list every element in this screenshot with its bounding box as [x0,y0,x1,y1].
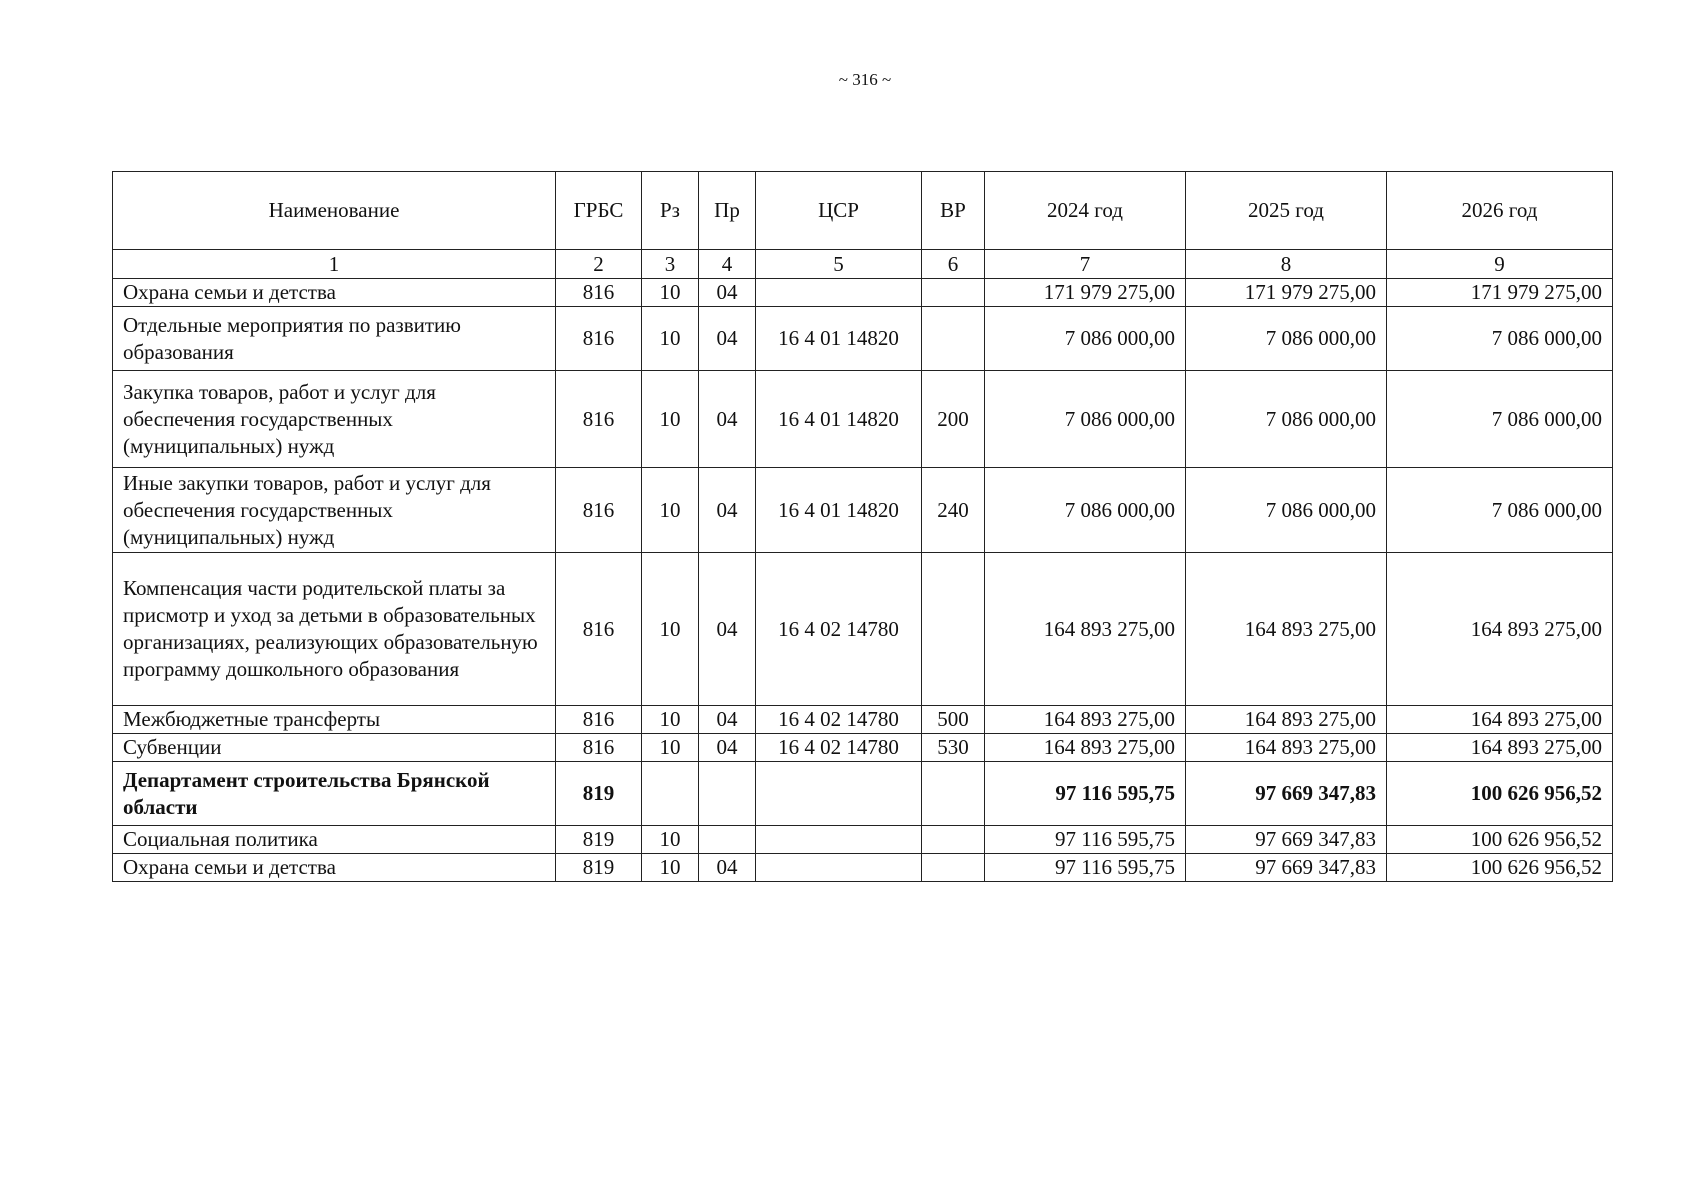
header-rz: Рз [642,172,699,250]
row-2026: 171 979 275,00 [1387,279,1613,307]
row-2026: 7 086 000,00 [1387,371,1613,468]
column-number: 6 [922,250,985,279]
row-2024: 97 116 595,75 [985,854,1186,882]
row-csr: 16 4 01 14820 [756,307,922,371]
table-row [113,307,1613,371]
row-name: Департамент строительства Брянской области [113,762,556,826]
row-grbs: 816 [556,279,642,307]
page-number: ~ 316 ~ [838,70,892,89]
row-rz [642,762,699,826]
row-csr: 16 4 02 14780 [756,553,922,706]
column-number: 1 [113,250,556,279]
row-grbs: 816 [556,734,642,762]
row-grbs: 819 [556,762,642,826]
row-2025: 171 979 275,00 [1186,279,1387,307]
row-pr [699,762,756,826]
row-2025: 7 086 000,00 [1186,307,1387,371]
table-row [113,734,1613,762]
row-2024: 97 116 595,75 [985,826,1186,854]
table-row [113,762,1613,826]
row-2024: 164 893 275,00 [985,706,1186,734]
row-pr: 04 [699,734,756,762]
table-row [113,826,1613,854]
column-number: 4 [699,250,756,279]
row-2026: 7 086 000,00 [1387,307,1613,371]
row-2024: 7 086 000,00 [985,468,1186,553]
row-vr [922,762,985,826]
row-grbs: 816 [556,706,642,734]
header-vr: ВР [922,172,985,250]
header-name: Наименование [113,172,556,250]
row-pr: 04 [699,371,756,468]
column-number: 7 [985,250,1186,279]
row-pr: 04 [699,468,756,553]
row-rz: 10 [642,307,699,371]
row-2026: 100 626 956,52 [1387,854,1613,882]
row-rz: 10 [642,706,699,734]
row-vr [922,826,985,854]
row-2024: 97 116 595,75 [985,762,1186,826]
budget-table [112,171,1613,882]
row-2024: 7 086 000,00 [985,307,1186,371]
row-name: Охрана семьи и детства [113,854,556,882]
row-csr: 16 4 01 14820 [756,371,922,468]
row-rz: 10 [642,553,699,706]
row-2026: 164 893 275,00 [1387,734,1613,762]
row-grbs: 819 [556,854,642,882]
row-csr [756,854,922,882]
header-grbs: ГРБС [556,172,642,250]
row-vr [922,279,985,307]
row-2024: 7 086 000,00 [985,371,1186,468]
row-pr: 04 [699,279,756,307]
row-name: Межбюджетные трансферты [113,706,556,734]
row-2025: 164 893 275,00 [1186,734,1387,762]
column-number: 3 [642,250,699,279]
table-row [113,706,1613,734]
row-2025: 164 893 275,00 [1186,553,1387,706]
row-grbs: 816 [556,371,642,468]
row-csr [756,762,922,826]
header-pr: Пр [699,172,756,250]
row-2024: 164 893 275,00 [985,553,1186,706]
row-vr: 200 [922,371,985,468]
column-number: 9 [1387,250,1613,279]
table-row [113,553,1613,706]
row-pr: 04 [699,307,756,371]
column-number: 8 [1186,250,1387,279]
row-grbs: 816 [556,307,642,371]
row-vr [922,553,985,706]
row-2025: 164 893 275,00 [1186,706,1387,734]
row-rz: 10 [642,279,699,307]
row-pr [699,826,756,854]
row-rz: 10 [642,854,699,882]
row-name: Социальная политика [113,826,556,854]
column-number: 5 [756,250,922,279]
row-csr: 16 4 01 14820 [756,468,922,553]
row-2026: 100 626 956,52 [1387,826,1613,854]
row-rz: 10 [642,734,699,762]
row-csr: 16 4 02 14780 [756,734,922,762]
row-2024: 164 893 275,00 [985,734,1186,762]
table-row [113,468,1613,553]
header-csr: ЦСР [756,172,922,250]
row-name: Закупка товаров, работ и услуг для обеспечения государственных (муниципальных) нужд [113,371,556,468]
row-2025: 97 669 347,83 [1186,762,1387,826]
row-2026: 164 893 275,00 [1387,553,1613,706]
row-pr: 04 [699,553,756,706]
header-2025: 2025 год [1186,172,1387,250]
header-row [113,172,1613,250]
row-rz: 10 [642,371,699,468]
row-vr [922,854,985,882]
row-vr [922,307,985,371]
row-rz: 10 [642,468,699,553]
header-2024: 2024 год [985,172,1186,250]
row-grbs: 819 [556,826,642,854]
table-row [113,279,1613,307]
row-grbs: 816 [556,553,642,706]
row-csr [756,826,922,854]
row-name: Иные закупки товаров, работ и услуг для обеспечения государственных (муниципальных) нужд [113,468,556,553]
row-vr: 240 [922,468,985,553]
row-csr [756,279,922,307]
row-rz: 10 [642,826,699,854]
row-vr: 500 [922,706,985,734]
table-row [113,371,1613,468]
column-number: 2 [556,250,642,279]
row-2025: 97 669 347,83 [1186,854,1387,882]
row-name: Отдельные мероприятия по развитию образования [113,307,556,371]
row-pr: 04 [699,854,756,882]
header-2026: 2026 год [1387,172,1613,250]
row-csr: 16 4 02 14780 [756,706,922,734]
row-name: Компенсация части родительской платы за присмотр и уход за детьми в образовательных организациях, реализующих образовательную программу дошкольного образования [113,553,556,706]
row-2026: 164 893 275,00 [1387,706,1613,734]
row-2025: 97 669 347,83 [1186,826,1387,854]
row-2025: 7 086 000,00 [1186,371,1387,468]
column-number-row [113,250,1613,279]
table-row [113,854,1613,882]
row-vr: 530 [922,734,985,762]
row-2026: 100 626 956,52 [1387,762,1613,826]
row-2024: 171 979 275,00 [985,279,1186,307]
row-2026: 7 086 000,00 [1387,468,1613,553]
row-pr: 04 [699,706,756,734]
row-name: Субвенции [113,734,556,762]
row-grbs: 816 [556,468,642,553]
row-2025: 7 086 000,00 [1186,468,1387,553]
row-name: Охрана семьи и детства [113,279,556,307]
